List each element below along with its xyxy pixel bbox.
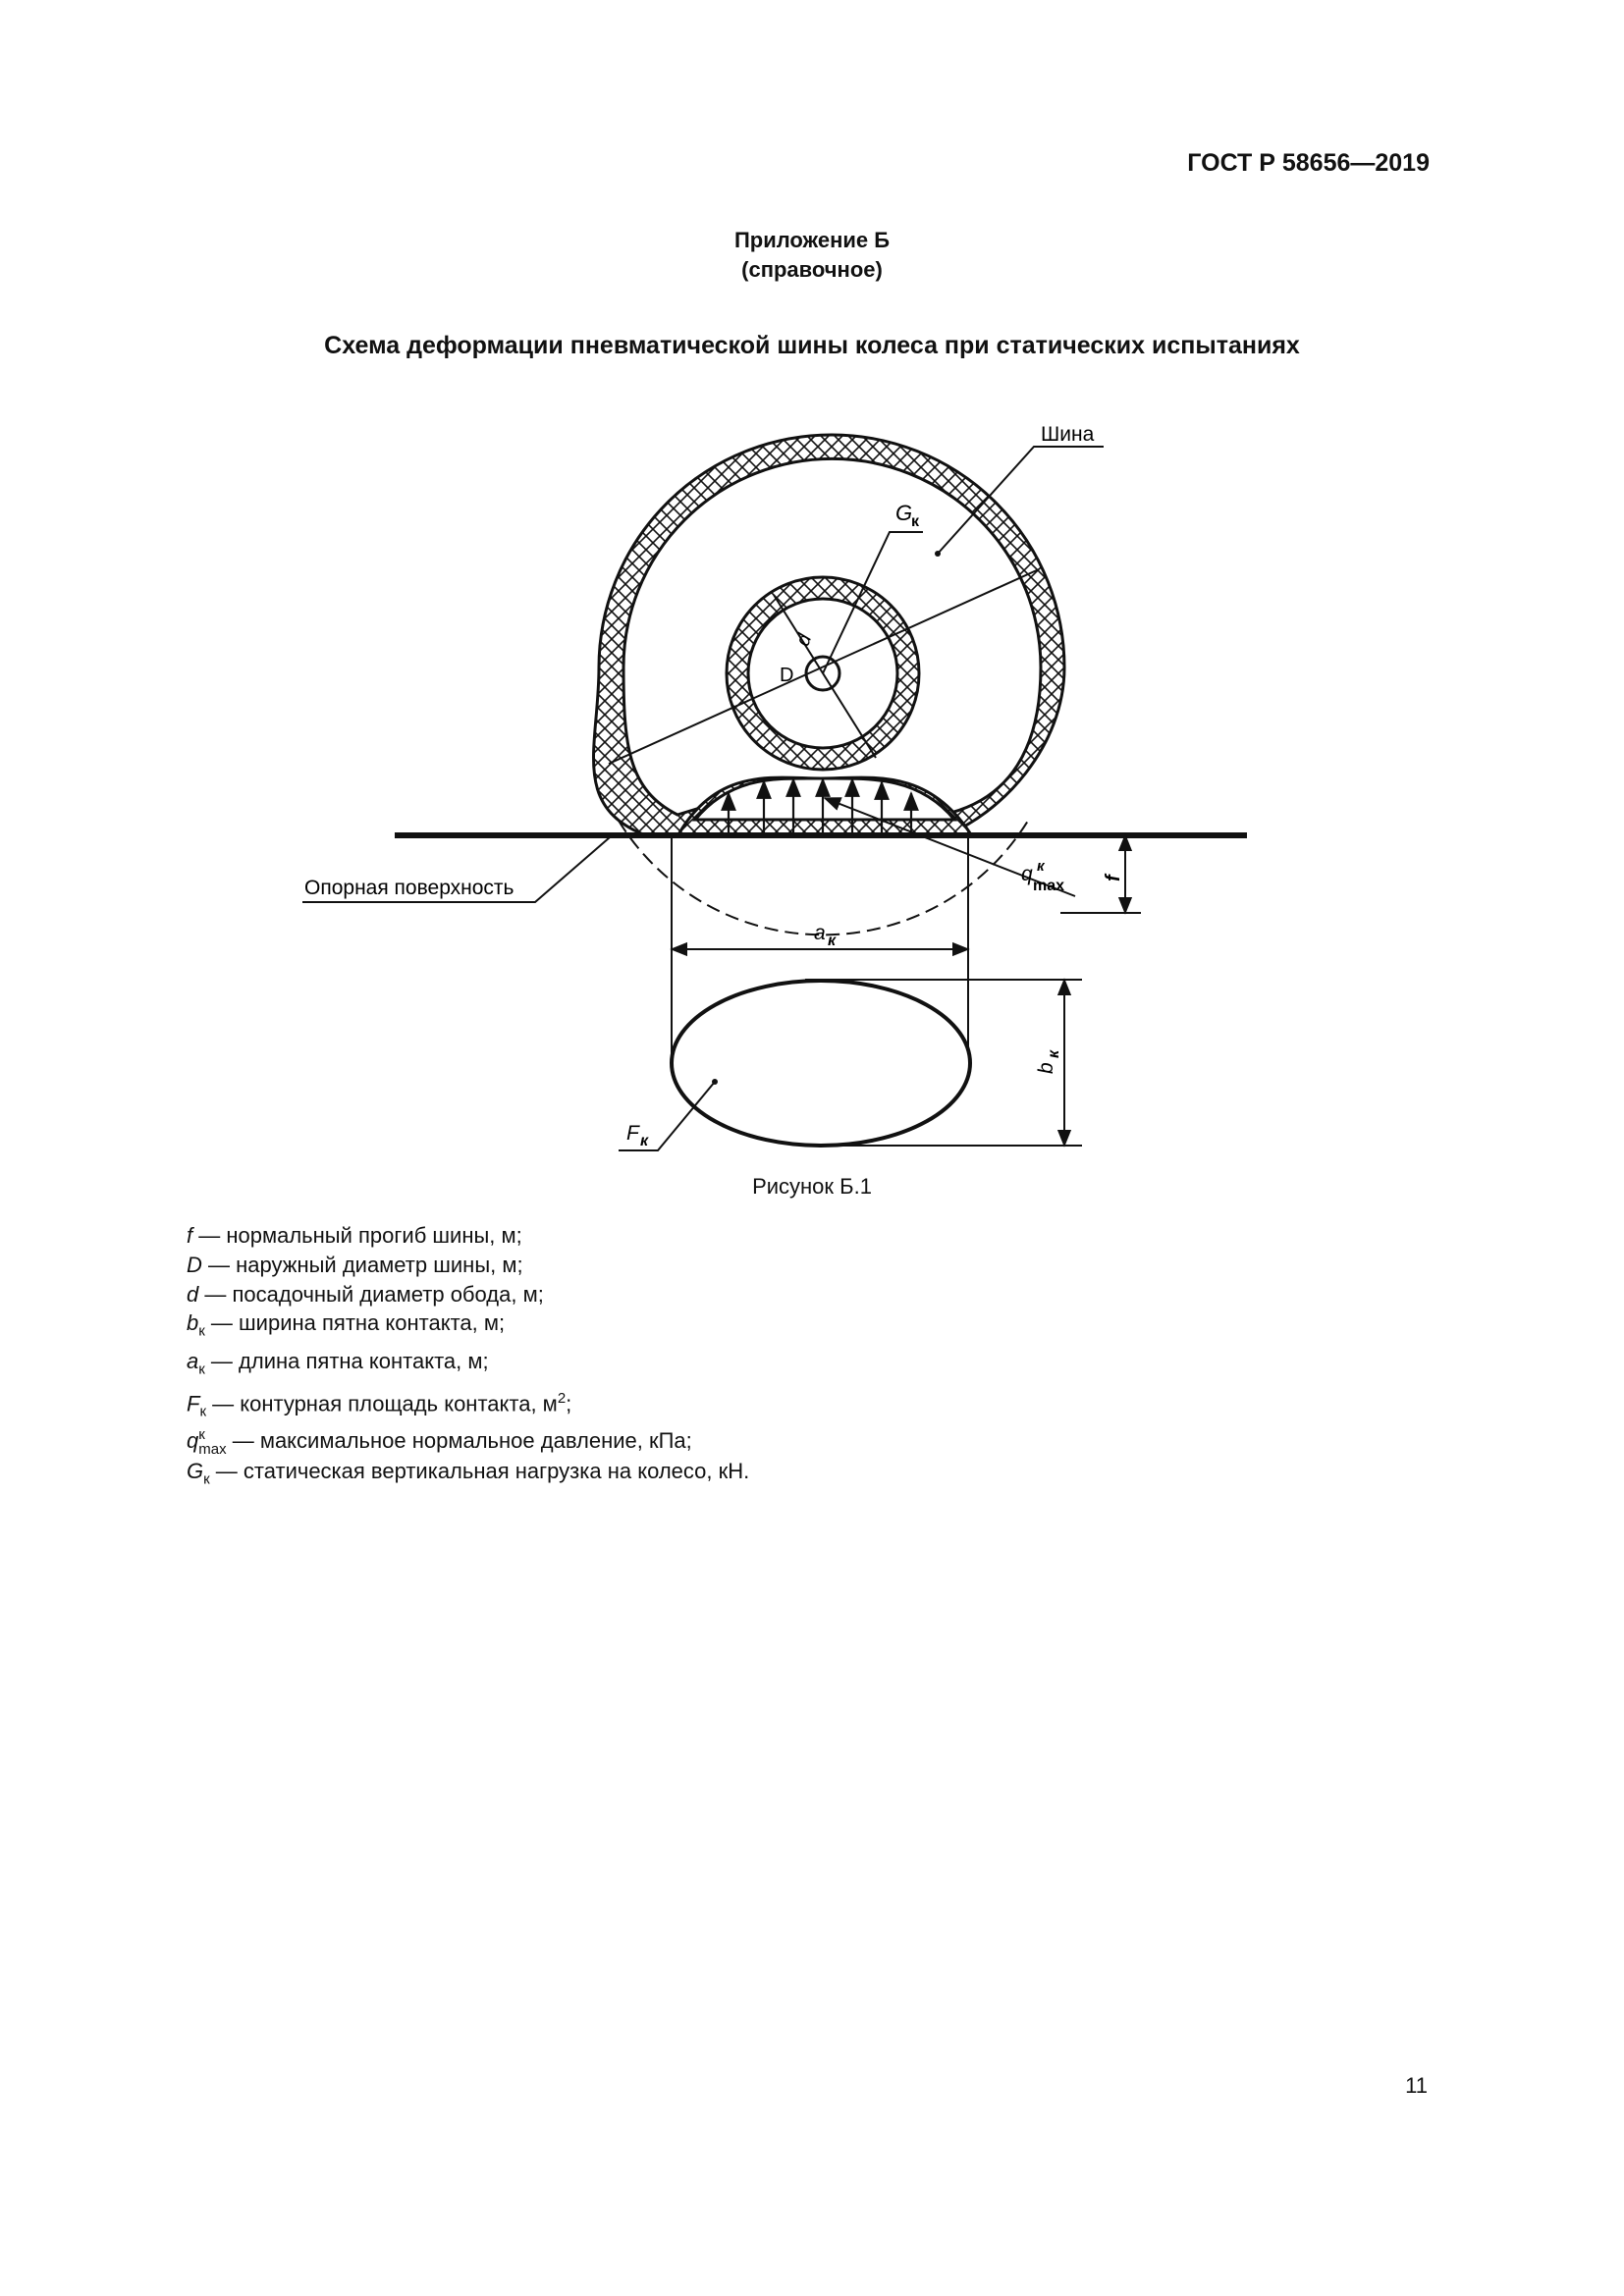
legend-item: d — посадочный диаметр обода, м; <box>187 1281 544 1307</box>
length-label: a <box>814 922 826 944</box>
contact-patch <box>672 981 970 1146</box>
load-label-sub: к <box>911 513 920 530</box>
support-surface-label: Опорная поверхность <box>304 877 514 899</box>
legend-item: $G_к$ — статическая вертикальная нагрузка на колесо, кН. <box>187 1459 750 1488</box>
length-label-sub: к <box>828 933 837 949</box>
legend <box>187 1221 749 1495</box>
legend-item: $a_к$ — длина пятна контакта, м; <box>187 1348 489 1377</box>
area-label: F <box>626 1122 639 1145</box>
tire-label: Шина <box>1041 423 1095 446</box>
appendix-type: (справочное) <box>741 257 883 282</box>
document-id: ГОСТ Р 58656—2019 <box>1187 149 1430 177</box>
page-title: Схема деформации пневматической шины колеса при статических испытаниях <box>324 332 1300 359</box>
width-label-sub: к <box>1046 1049 1062 1058</box>
figure-caption: Рисунок Б.1 <box>752 1174 872 1199</box>
pressure-label-sup: к <box>1037 858 1045 875</box>
pressure-label-sub: max <box>1033 878 1065 894</box>
legend-item: $b_к$ — ширина пятна контакта, м; <box>187 1310 506 1340</box>
load-label: G <box>895 501 913 525</box>
deflection-label: f <box>1103 875 1124 881</box>
page-number: 11 <box>1405 2073 1428 2098</box>
legend-item: f — нормальный прогиб шины, м; <box>187 1223 522 1248</box>
legend-item: D — наружный диаметр шины, м; <box>187 1252 523 1277</box>
outer-diameter-label: D <box>780 665 794 686</box>
rim-diameter-label: d <box>791 631 817 650</box>
area-label-sub: к <box>640 1133 649 1149</box>
pressure-label: q <box>1021 863 1033 885</box>
legend-item: q к max — максимальное нормальное давление, кПа; <box>187 1426 692 1459</box>
legend-item: $F_к$ — контурная площадь контакта, $м^2$; <box>187 1389 572 1420</box>
appendix-name: Приложение Б <box>733 228 891 252</box>
width-label: b <box>1035 1062 1057 1074</box>
